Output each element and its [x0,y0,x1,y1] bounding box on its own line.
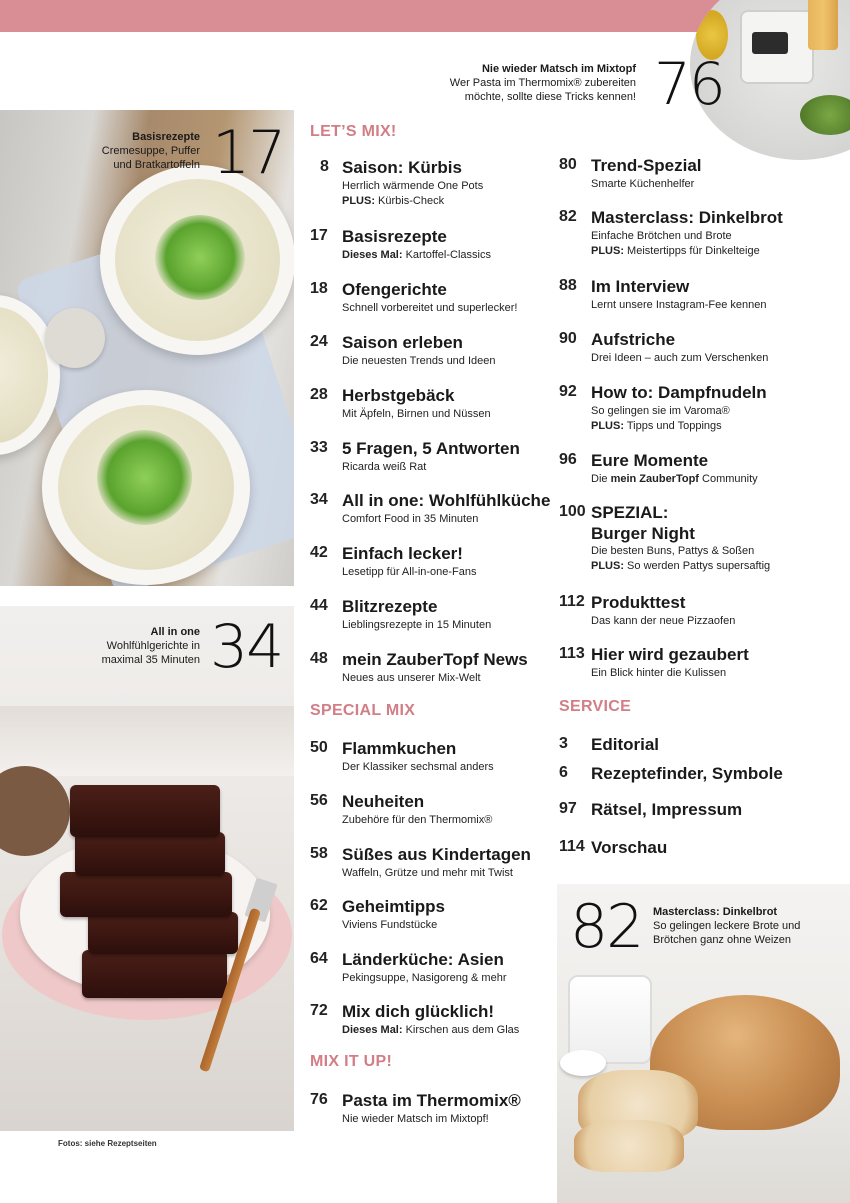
seed-bowl-image [560,1050,606,1076]
toc-entry[interactable] [310,792,550,832]
toc-title: Trend-Spezial [591,156,702,175]
toc-subtitle: Neues aus unserer Mix-Welt [342,672,481,684]
toc-subtitle-plus [591,244,760,259]
toc-entry[interactable] [559,208,849,258]
toc-subtitle [591,472,758,487]
toc-subtitle: Lieblingsrezepte in 15 Minuten [342,619,492,631]
bread-promo-line2: Brötchen ganz ohne Weizen [653,934,791,946]
toc-entry[interactable] [310,950,550,990]
toc-entry[interactable] [310,386,550,426]
section-heading-special-mix: SPECIAL MIX [310,702,416,719]
toc-page-number: 28 [310,386,328,403]
pasta-image [808,0,838,50]
toc-page-number: 44 [310,597,328,614]
brownie-promo-line1: Wohlfühlgerichte in [106,640,200,652]
brownie-stack-layer-4 [75,832,225,876]
toc-page-number: 42 [310,544,328,561]
toc-entry[interactable] [310,650,550,690]
toc-entry[interactable] [310,227,550,267]
soup-promo-page: 17 [212,118,285,188]
feature-teaser-line2: möchte, sollte diese Tricks kennen! [464,91,636,103]
plus-text: Tipps und Toppings [624,420,722,432]
feature-page-number: 76 [654,50,724,118]
toc-entry[interactable] [310,897,550,937]
service-entry[interactable] [559,764,849,786]
toc-title: Rätsel, Impressum [591,800,743,819]
toc-title: Masterclass: Dinkelbrot [591,208,783,227]
toc-title: Einfach lecker! [342,544,463,563]
soup-promo-caption [60,130,200,172]
toc-entry[interactable] [310,1091,550,1131]
toc-subtitle: Zubehöre für den Thermomix® [342,814,493,826]
toc-page-number: 82 [559,208,577,225]
toc-subtitle: Lernt unsere Instagram-Fee kennen [591,299,767,311]
plus-text: Meistertipps für Dinkelteige [624,245,760,257]
toc-title: Neuheiten [342,792,425,811]
toc-page-number: 50 [310,739,328,756]
toc-page-number: 88 [559,277,577,294]
toc-title: Süßes aus Kindertagen [342,845,531,864]
toc-page-number: 58 [310,845,328,862]
bread-promo-title: Masterclass: Dinkelbrot [653,906,778,918]
toc-title: Eure Momente [591,451,709,470]
toc-title: Rezeptefinder, Symbole [591,764,783,783]
service-entry[interactable] [559,838,849,860]
toc-page-number: 6 [559,764,568,781]
section-heading-mix-it-up: MIX IT UP! [310,1053,393,1070]
toc-title: Herbstgebäck [342,386,455,405]
section-heading-lets-mix: LET’S MIX! [310,123,397,140]
toc-entry[interactable] [310,158,550,208]
toc-entry[interactable] [310,280,550,320]
toc-title: Ofengerichte [342,280,447,299]
toc-page-number: 96 [559,451,577,468]
toc-subtitle: Einfache Brötchen und Brote [591,230,732,242]
soup-promo-line1: Cremesuppe, Puffer [101,145,200,157]
toc-title: Im Interview [591,277,690,296]
toc-subtitle [342,1023,519,1038]
toc-page-number: 24 [310,333,328,350]
brownie-stack-layer-3 [60,872,232,917]
toc-entry[interactable] [310,333,550,373]
toc-page-number: 18 [310,280,328,297]
toc-subtitle: Nie wieder Matsch im Mixtopf! [342,1113,489,1125]
toc-subtitle [342,248,491,263]
brownie-stack-layer-2 [88,912,238,954]
section-heading-service: SERVICE [559,698,632,715]
soup-bowl-bottom [42,390,250,585]
dieses-mal-text: Kartoffel-Classics [402,249,491,261]
soup-promo-line2: und Bratkartoffeln [113,159,200,171]
plus-label: PLUS: [342,195,375,207]
toc-page-number: 17 [310,227,328,244]
toc-entry[interactable] [559,156,849,196]
toc-title: Editorial [591,735,660,754]
soup-bowl-main [100,165,294,355]
herb-image [800,95,850,135]
toc-subtitle: Drei Ideen – auch zum Verschenken [591,352,769,364]
toc-subtitle: Smarte Küchenhelfer [591,178,695,190]
thermomix-display-image [752,32,788,54]
toc-title: 5 Fragen, 5 Antworten [342,439,520,458]
plus-text: Kürbis-Check [375,195,445,207]
toc-subtitle: Comfort Food in 35 Minuten [342,513,479,525]
toc-title: Vorschau [591,838,668,857]
feature-teaser-line1: Wer Pasta im Thermomix® zubereiten [449,77,636,89]
toc-title-line2: Burger Night [591,524,695,543]
toc-entry[interactable] [559,330,849,370]
toc-title: Länderküche: Asien [342,950,504,969]
toc-page-number: 56 [310,792,328,809]
toc-entry[interactable] [310,491,550,531]
toc-page-number: 97 [559,800,577,817]
plus-text: So werden Pattys supersaftig [624,560,771,572]
spoon-image [45,308,105,368]
photo-credit: Fotos: siehe Rezeptseiten [58,1139,157,1148]
toc-subtitle: Pekingsuppe, Nasigoreng & mehr [342,972,507,984]
toc-entry[interactable] [559,383,849,433]
bread-promo-caption [653,905,843,947]
toc-title: Blitzrezepte [342,597,438,616]
toc-subtitle: So gelingen sie im Varoma® [591,405,730,417]
bread-slice-2 [574,1120,684,1172]
toc-subtitle: Der Klassiker sechsmal anders [342,761,494,773]
toc-entry[interactable] [559,503,849,575]
feature-teaser [420,62,636,104]
bread-promo-line1: So gelingen leckere Brote und [653,920,801,932]
toc-subtitle: Das kann der neue Pizzaofen [591,615,736,627]
toc-page-number: 34 [310,491,328,508]
toc-title: Saison erleben [342,333,463,352]
toc-subtitle: Ein Blick hinter die Kulissen [591,667,727,679]
plus-label: PLUS: [591,420,624,432]
toc-title: Saison: Kürbis [342,158,462,177]
soup-promo-title: Basisrezepte [132,131,200,143]
toc-page-number: 33 [310,439,328,456]
brownie-promo-line2: maximal 35 Minuten [101,654,200,666]
toc-page-number: 92 [559,383,577,400]
brownie-stack-top [70,785,220,837]
dieses-mal-text: Kirschen aus dem Glas [402,1024,520,1036]
toc-page-number: 64 [310,950,328,967]
feature-teaser-title: Nie wieder Matsch im Mixtopf [481,63,636,75]
brownie-stack-layer-1 [82,950,227,998]
toc-page-number: 112 [559,593,585,610]
community-prefix: Die [591,473,611,485]
toc-title: How to: Dampfnudeln [591,383,767,402]
toc-title: All in one: Wohlfühlküche [342,491,551,510]
dieses-mal-label: Dieses Mal: [342,1024,403,1036]
toc-title: Aufstriche [591,330,676,349]
plus-label: PLUS: [591,245,624,257]
service-entry[interactable] [559,735,849,757]
brownie-promo-page: 34 [210,612,283,682]
toc-title: Pasta im Thermomix® [342,1091,521,1110]
brownie-promo-caption [60,625,200,667]
toc-subtitle-plus [591,419,722,434]
community-suffix: Community [698,473,758,485]
toc-subtitle: Lesetipp für All-in-one-Fans [342,566,477,578]
toc-page-number: 62 [310,897,328,914]
toc-page-number: 72 [310,1002,328,1019]
toc-page-number: 113 [559,645,585,662]
toc-entry[interactable] [559,277,849,317]
toc-entry[interactable] [310,739,550,779]
toc-page-number: 80 [559,156,577,173]
toc-title: SPEZIAL: [591,503,669,522]
toc-subtitle: Viviens Fundstücke [342,919,438,931]
plus-label: PLUS: [591,560,624,572]
bread-promo-page: 82 [570,892,643,962]
toc-subtitle-plus [342,194,444,209]
toc-page-number: 100 [559,503,586,520]
toc-title: Mix dich glücklich! [342,1002,495,1021]
toc-title: Produkttest [591,593,686,612]
toc-title: Hier wird gezaubert [591,645,749,664]
toc-entry[interactable] [310,1002,550,1042]
brownie-promo-title: All in one [150,626,200,638]
toc-title: Basisrezepte [342,227,447,246]
toc-subtitle: Herrlich wärmende One Pots [342,180,484,192]
toc-entry[interactable] [310,597,550,637]
toc-page-number: 48 [310,650,328,667]
toc-entry[interactable] [559,593,849,633]
dieses-mal-label: Dieses Mal: [342,249,403,261]
service-entry[interactable] [559,800,849,822]
toc-entry[interactable] [310,544,550,584]
toc-subtitle: Ricarda weiß Rat [342,461,427,473]
toc-title: Geheimtipps [342,897,445,916]
toc-subtitle: Mit Äpfeln, Birnen und Nüssen [342,408,491,420]
toc-subtitle: Waffeln, Grütze und mehr mit Twist [342,867,513,879]
toc-subtitle-plus [591,559,770,574]
toc-page-number: 90 [559,330,577,347]
community-brand: mein ZauberTopf [610,473,699,485]
bowl-image [0,766,70,856]
toc-subtitle: Schnell vorbereitet und superlecker! [342,302,518,314]
toc-page-number: 3 [559,735,568,752]
toc-entry[interactable] [559,645,849,685]
toc-entry[interactable] [559,451,849,491]
toc-title: Flammkuchen [342,739,457,758]
toc-page-number: 8 [320,158,329,175]
toc-page-number: 76 [310,1091,328,1108]
toc-entry[interactable] [310,439,550,479]
toc-subtitle: Die besten Buns, Pattys & Soßen [591,545,755,557]
toc-subtitle: Die neuesten Trends und Ideen [342,355,496,367]
toc-entry[interactable] [310,845,555,885]
toc-title: mein ZauberTopf News [342,650,528,669]
toc-page-number: 114 [559,838,585,855]
